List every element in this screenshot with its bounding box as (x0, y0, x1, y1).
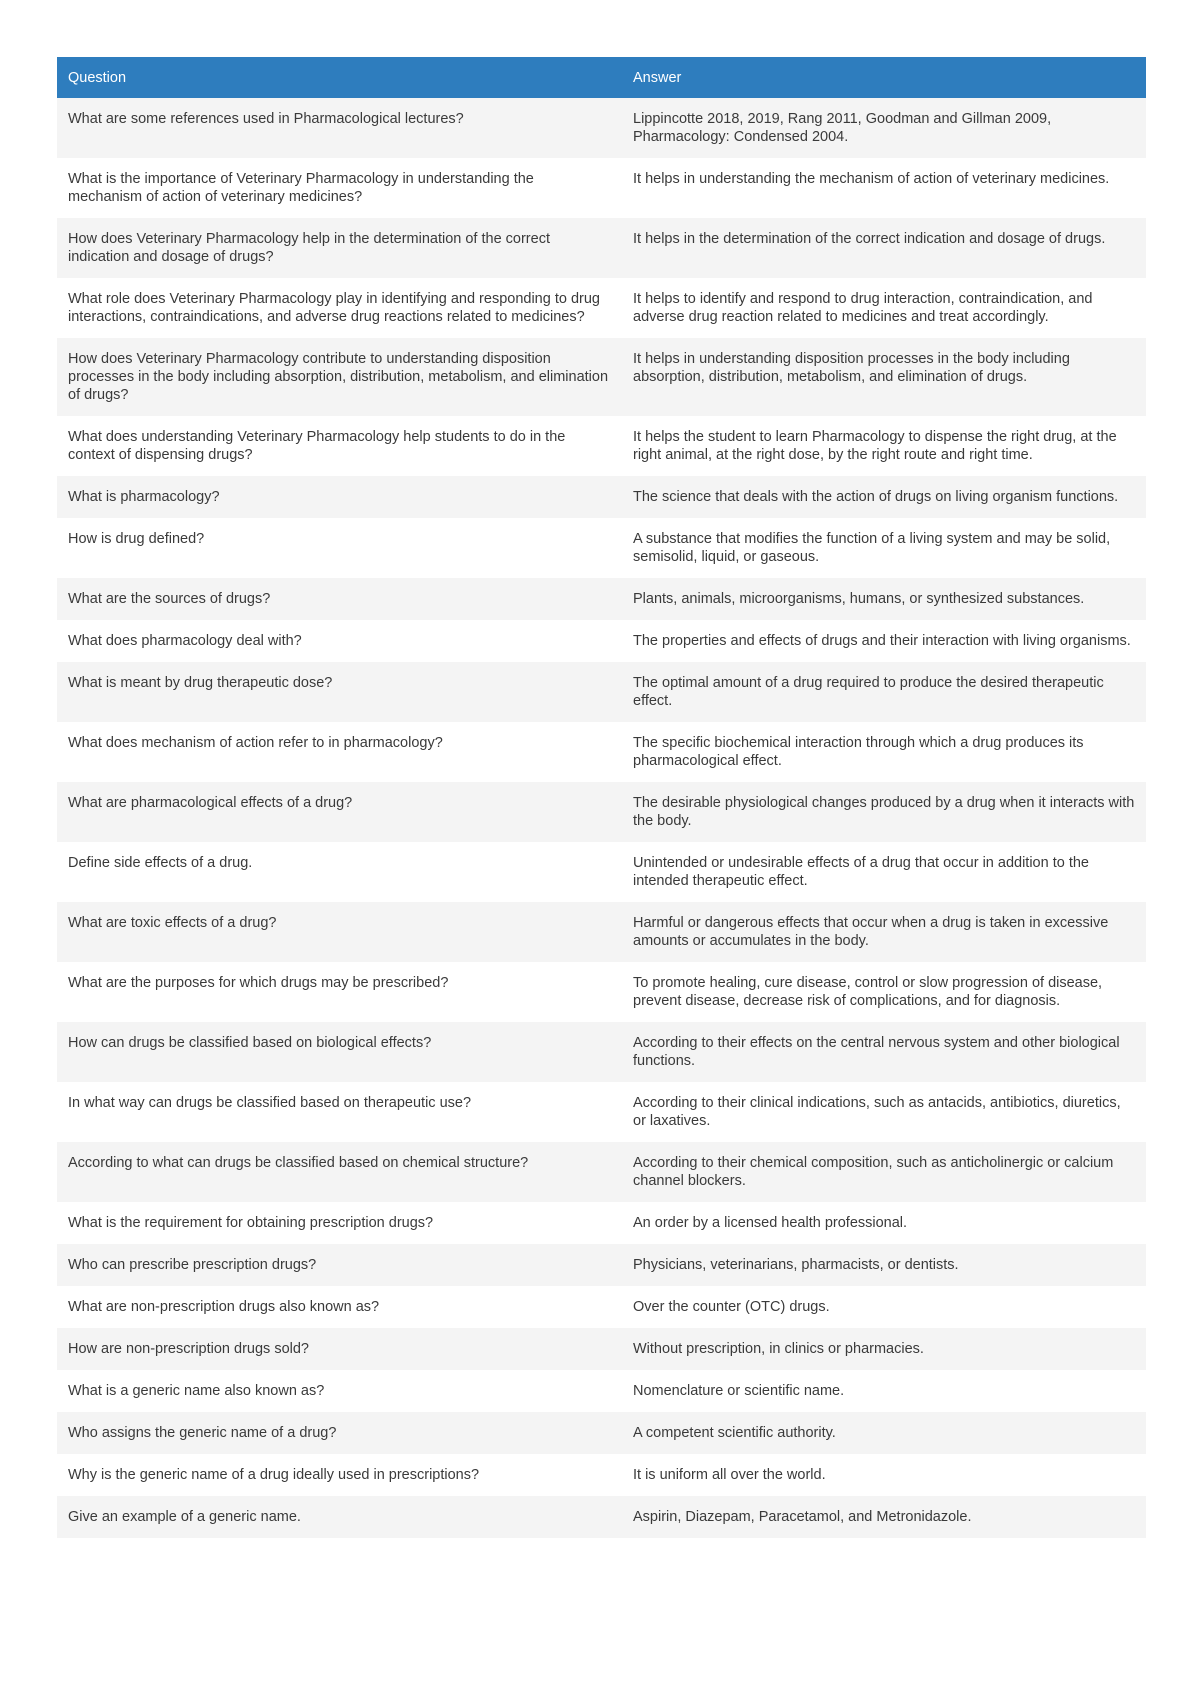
header-row (57, 57, 1146, 98)
question-cell: How does Veterinary Pharmacology contribute to understanding disposition processes in the body including absorption, distribution, metabolism, and elimination of drugs? (57, 338, 622, 416)
table-row (57, 98, 1146, 158)
question-cell: What does understanding Veterinary Pharmacology help students to do in the context of dispensing drugs? (57, 416, 622, 476)
table-row (57, 1286, 1146, 1328)
answer-cell: Without prescription, in clinics or pharmacies. (622, 1328, 1146, 1370)
table-row (57, 218, 1146, 278)
table-row (57, 1370, 1146, 1412)
answer-cell: An order by a licensed health professional. (622, 1202, 1146, 1244)
table-row (57, 476, 1146, 518)
question-cell: Define side effects of a drug. (57, 842, 622, 902)
question-cell: Who assigns the generic name of a drug? (57, 1412, 622, 1454)
answer-cell: Lippincotte 2018, 2019, Rang 2011, Goodman and Gillman 2009, Pharmacology: Condensed 2004. (622, 98, 1146, 158)
question-cell: What are some references used in Pharmacological lectures? (57, 98, 622, 158)
question-cell: What are the purposes for which drugs may be prescribed? (57, 962, 622, 1022)
question-cell: In what way can drugs be classified based on therapeutic use? (57, 1082, 622, 1142)
table-row (57, 416, 1146, 476)
question-cell: Why is the generic name of a drug ideally used in prescriptions? (57, 1454, 622, 1496)
column-header-answer: Answer (622, 57, 1146, 98)
question-cell: How can drugs be classified based on biological effects? (57, 1022, 622, 1082)
question-cell: What does mechanism of action refer to in pharmacology? (57, 722, 622, 782)
answer-cell: It helps to identify and respond to drug interaction, contraindication, and adverse drug reaction related to medicines and treat accordingly. (622, 278, 1146, 338)
table-row (57, 338, 1146, 416)
question-cell: What is pharmacology? (57, 476, 622, 518)
answer-cell: The desirable physiological changes produced by a drug when it interacts with the body. (622, 782, 1146, 842)
table-row (57, 158, 1146, 218)
table-row (57, 1244, 1146, 1286)
qa-table (57, 57, 1146, 1538)
answer-cell: According to their chemical composition, such as anticholinergic or calcium channel blockers. (622, 1142, 1146, 1202)
question-cell: According to what can drugs be classified based on chemical structure? (57, 1142, 622, 1202)
table-row (57, 620, 1146, 662)
answer-cell: A competent scientific authority. (622, 1412, 1146, 1454)
table-row (57, 722, 1146, 782)
answer-cell: The specific biochemical interaction through which a drug produces its pharmacological effect. (622, 722, 1146, 782)
qa-sheet (57, 57, 1146, 1538)
answer-cell: It is uniform all over the world. (622, 1454, 1146, 1496)
table-row (57, 1328, 1146, 1370)
question-cell: What does pharmacology deal with? (57, 620, 622, 662)
answer-cell: Harmful or dangerous effects that occur when a drug is taken in excessive amounts or accumulates in the body. (622, 902, 1146, 962)
answer-cell: Physicians, veterinarians, pharmacists, or dentists. (622, 1244, 1146, 1286)
answer-cell: The properties and effects of drugs and their interaction with living organisms. (622, 620, 1146, 662)
table-row (57, 902, 1146, 962)
table-row (57, 842, 1146, 902)
question-cell: What is the importance of Veterinary Pharmacology in understanding the mechanism of action of veterinary medicines? (57, 158, 622, 218)
question-cell: How are non-prescription drugs sold? (57, 1328, 622, 1370)
answer-cell: It helps the student to learn Pharmacology to dispense the right drug, at the right animal, at the right dose, by the right route and right time. (622, 416, 1146, 476)
question-cell: Who can prescribe prescription drugs? (57, 1244, 622, 1286)
table-row (57, 1496, 1146, 1538)
table-row (57, 1082, 1146, 1142)
answer-cell: It helps in understanding disposition processes in the body including absorption, distribution, metabolism, and elimination of drugs. (622, 338, 1146, 416)
answer-cell: To promote healing, cure disease, control or slow progression of disease, prevent disease, decrease risk of complications, and for diagnosis. (622, 962, 1146, 1022)
table-row (57, 1412, 1146, 1454)
question-cell: What is meant by drug therapeutic dose? (57, 662, 622, 722)
qa-table-body (57, 98, 1146, 1538)
question-cell: How does Veterinary Pharmacology help in the determination of the correct indication and dosage of drugs? (57, 218, 622, 278)
answer-cell: Nomenclature or scientific name. (622, 1370, 1146, 1412)
table-row (57, 962, 1146, 1022)
table-row (57, 662, 1146, 722)
answer-cell: The science that deals with the action of drugs on living organism functions. (622, 476, 1146, 518)
table-row (57, 1454, 1146, 1496)
table-row (57, 1022, 1146, 1082)
column-header-question: Question (57, 57, 622, 98)
answer-cell: Plants, animals, microorganisms, humans, or synthesized substances. (622, 578, 1146, 620)
answer-cell: According to their effects on the central nervous system and other biological functions. (622, 1022, 1146, 1082)
question-cell: What role does Veterinary Pharmacology play in identifying and responding to drug interactions, contraindications, and adverse drug reactions related to medicines? (57, 278, 622, 338)
answer-cell: It helps in understanding the mechanism of action of veterinary medicines. (622, 158, 1146, 218)
answer-cell: It helps in the determination of the correct indication and dosage of drugs. (622, 218, 1146, 278)
table-row (57, 782, 1146, 842)
question-cell: What are pharmacological effects of a drug? (57, 782, 622, 842)
table-row (57, 578, 1146, 620)
question-cell: What are toxic effects of a drug? (57, 902, 622, 962)
question-cell: How is drug defined? (57, 518, 622, 578)
answer-cell: The optimal amount of a drug required to produce the desired therapeutic effect. (622, 662, 1146, 722)
answer-cell: Unintended or undesirable effects of a drug that occur in addition to the intended therapeutic effect. (622, 842, 1146, 902)
answer-cell: Over the counter (OTC) drugs. (622, 1286, 1146, 1328)
table-row (57, 278, 1146, 338)
answer-cell: Aspirin, Diazepam, Paracetamol, and Metronidazole. (622, 1496, 1146, 1538)
answer-cell: A substance that modifies the function of a living system and may be solid, semisolid, liquid, or gaseous. (622, 518, 1146, 578)
question-cell: What is the requirement for obtaining prescription drugs? (57, 1202, 622, 1244)
question-cell: What is a generic name also known as? (57, 1370, 622, 1412)
table-row (57, 518, 1146, 578)
question-cell: Give an example of a generic name. (57, 1496, 622, 1538)
answer-cell: According to their clinical indications, such as antacids, antibiotics, diuretics, or laxatives. (622, 1082, 1146, 1142)
table-row (57, 1202, 1146, 1244)
question-cell: What are non-prescription drugs also known as? (57, 1286, 622, 1328)
question-cell: What are the sources of drugs? (57, 578, 622, 620)
table-row (57, 1142, 1146, 1202)
